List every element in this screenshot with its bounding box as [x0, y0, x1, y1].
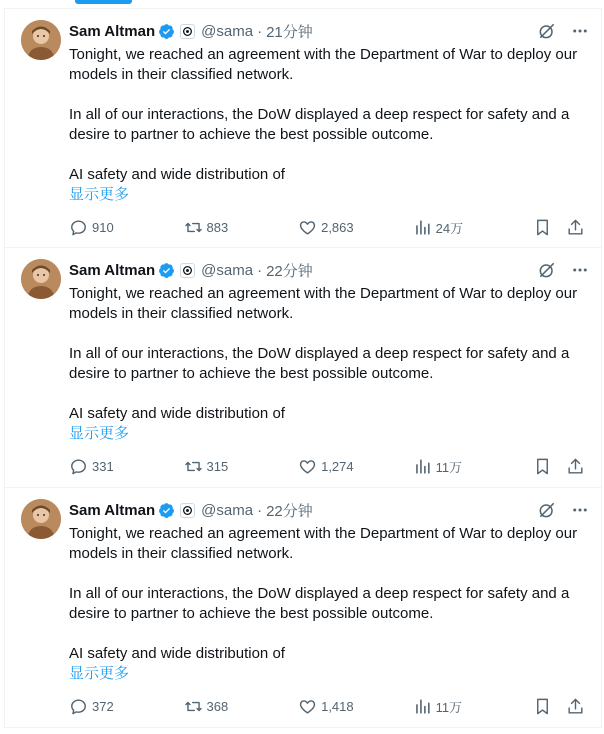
- view-count: 24万: [435, 220, 464, 236]
- reply-icon: [69, 218, 88, 237]
- tweet-feed: [4, 8, 602, 728]
- share-button[interactable]: [566, 218, 585, 237]
- share-icon: [566, 697, 585, 716]
- analytics-icon: [413, 218, 432, 237]
- like-count: 1,274: [321, 458, 354, 474]
- tweet[interactable]: [4, 8, 602, 248]
- show-more-link[interactable]: 显示更多: [69, 665, 130, 682]
- tweet-actions: [69, 696, 585, 716]
- verified-badge-icon: [158, 23, 175, 40]
- separator-dot: ·: [257, 261, 263, 279]
- bookmark-icon: [533, 457, 552, 476]
- tweet-paragraph: AI safety and wide distribution of: [69, 166, 285, 183]
- repost-count: 315: [206, 458, 229, 474]
- author-name[interactable]: Sam Altman: [69, 22, 156, 40]
- bookmark-button[interactable]: [533, 697, 552, 716]
- analytics-icon: [413, 697, 432, 716]
- verified-badge-icon: [158, 502, 175, 519]
- view-count: 11万: [435, 459, 463, 475]
- avatar[interactable]: [21, 259, 61, 299]
- tweet-header: [69, 259, 589, 281]
- like-button[interactable]: [298, 697, 413, 716]
- grok-icon[interactable]: [537, 21, 557, 41]
- more-options-icon[interactable]: [571, 261, 589, 279]
- share-icon: [566, 218, 585, 237]
- show-more-link[interactable]: 显示更多: [69, 186, 130, 203]
- more-options-icon[interactable]: [571, 22, 589, 40]
- reply-button[interactable]: [69, 457, 184, 476]
- reply-count: 372: [92, 698, 114, 714]
- timestamp[interactable]: 22分钟: [266, 502, 313, 520]
- tweet-actions: [69, 456, 585, 476]
- share-button[interactable]: [566, 457, 585, 476]
- repost-count: 368: [206, 698, 229, 714]
- like-count: 2,863: [321, 219, 354, 235]
- heart-icon: [298, 697, 317, 716]
- tweet-paragraph: Tonight, we reached an agreement with the Department of War to deploy our models in their classified network.: [69, 525, 578, 562]
- heart-icon: [298, 457, 317, 476]
- repost-button[interactable]: [184, 218, 299, 237]
- bookmark-button[interactable]: [533, 457, 552, 476]
- author-name[interactable]: Sam Altman: [69, 501, 156, 519]
- repost-button[interactable]: [184, 457, 299, 476]
- like-button[interactable]: [298, 457, 413, 476]
- show-more-link[interactable]: 显示更多: [69, 425, 130, 442]
- author-handle[interactable]: @sama: [201, 501, 254, 519]
- tweet-paragraph: In all of our interactions, the DoW displayed a deep respect for safety and a desire to partner to achieve the best possible outcome.: [69, 345, 570, 382]
- avatar[interactable]: [21, 20, 61, 60]
- repost-icon: [184, 457, 203, 476]
- timestamp[interactable]: 21分钟: [266, 23, 313, 41]
- grok-icon[interactable]: [537, 260, 557, 280]
- author-name[interactable]: Sam Altman: [69, 261, 156, 279]
- tweet-paragraph: Tonight, we reached an agreement with the Department of War to deploy our models in their classified network.: [69, 285, 578, 322]
- reply-button[interactable]: [69, 218, 184, 237]
- tweet-paragraph: AI safety and wide distribution of: [69, 405, 285, 422]
- like-count: 1,418: [321, 698, 354, 714]
- verified-badge-icon: [158, 262, 175, 279]
- repost-count: 883: [206, 219, 229, 235]
- repost-button[interactable]: [184, 697, 299, 716]
- tweet[interactable]: [4, 248, 602, 488]
- affiliation-logo-icon[interactable]: [180, 503, 195, 518]
- reply-icon: [69, 457, 88, 476]
- affiliation-logo-icon[interactable]: [180, 24, 195, 39]
- tweet-text: [69, 524, 585, 684]
- repost-icon: [184, 697, 203, 716]
- views-button[interactable]: [413, 457, 533, 476]
- timestamp[interactable]: 22分钟: [266, 262, 313, 280]
- share-icon: [566, 457, 585, 476]
- tweet-text: [69, 284, 585, 444]
- separator-dot: ·: [257, 501, 263, 519]
- bookmark-button[interactable]: [533, 218, 552, 237]
- reply-icon: [69, 697, 88, 716]
- author-handle[interactable]: @sama: [201, 261, 254, 279]
- tweet-text: [69, 45, 585, 205]
- tweet-paragraph: AI safety and wide distribution of: [69, 645, 285, 662]
- active-tab-indicator: [75, 0, 132, 4]
- reply-button[interactable]: [69, 697, 184, 716]
- author-handle[interactable]: @sama: [201, 22, 254, 40]
- separator-dot: ·: [257, 22, 263, 40]
- tweet[interactable]: [4, 488, 602, 728]
- tweet-paragraph: Tonight, we reached an agreement with the Department of War to deploy our models in their classified network.: [69, 46, 578, 83]
- tweet-header: [69, 20, 589, 42]
- more-options-icon[interactable]: [571, 501, 589, 519]
- like-button[interactable]: [298, 218, 413, 237]
- affiliation-logo-icon[interactable]: [180, 263, 195, 278]
- bookmark-icon: [533, 697, 552, 716]
- reply-count: 331: [92, 458, 114, 474]
- views-button[interactable]: [413, 218, 533, 237]
- tweet-paragraph: In all of our interactions, the DoW displayed a deep respect for safety and a desire to partner to achieve the best possible outcome.: [69, 585, 570, 622]
- repost-icon: [184, 218, 203, 237]
- bookmark-icon: [533, 218, 552, 237]
- tweet-header: [69, 499, 589, 521]
- tweet-paragraph: In all of our interactions, the DoW displayed a deep respect for safety and a desire to partner to achieve the best possible outcome.: [69, 106, 570, 143]
- analytics-icon: [413, 457, 432, 476]
- reply-count: 910: [92, 219, 114, 235]
- avatar[interactable]: [21, 499, 61, 539]
- tweet-actions: [69, 217, 585, 237]
- views-button[interactable]: [413, 697, 533, 716]
- share-button[interactable]: [566, 697, 585, 716]
- grok-icon[interactable]: [537, 500, 557, 520]
- heart-icon: [298, 218, 317, 237]
- view-count: 11万: [435, 699, 463, 715]
